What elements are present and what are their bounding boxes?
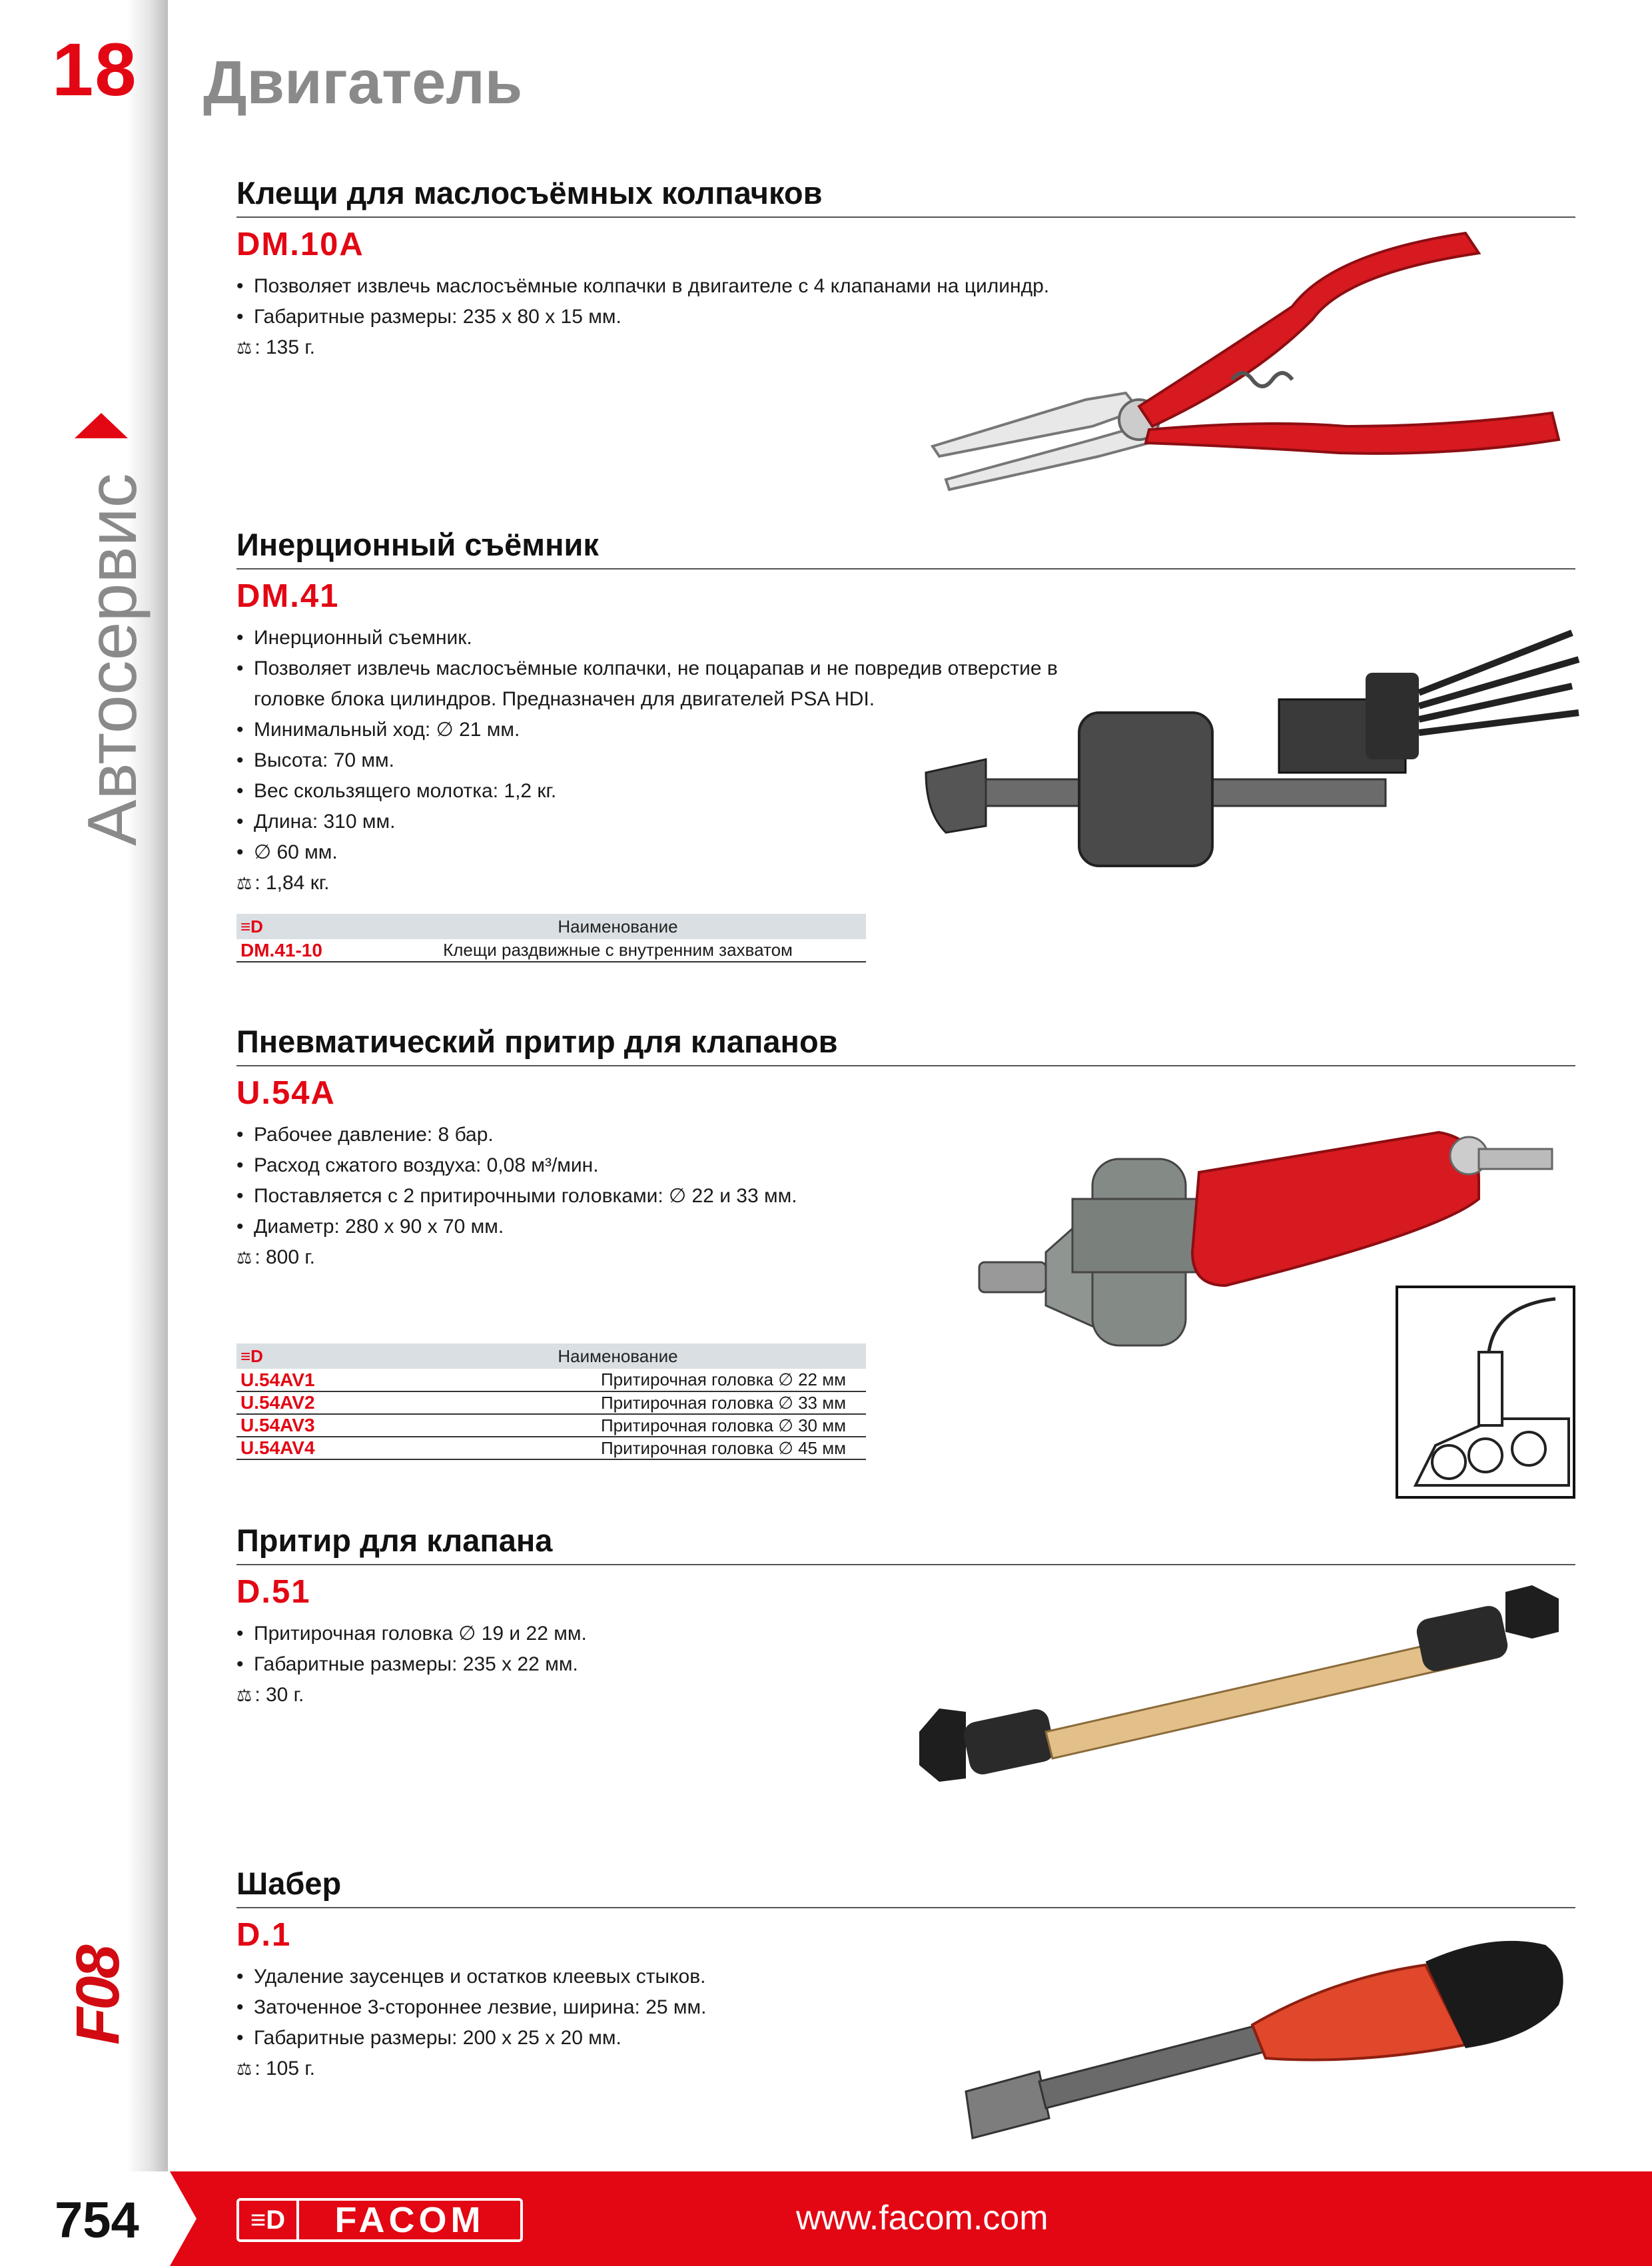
weight-value: : 800 г. bbox=[254, 1246, 315, 1268]
chevron-right-icon bbox=[170, 2171, 197, 2266]
table-cell-code: U.54AV2 bbox=[236, 1391, 370, 1414]
scale-icon: ⚖ bbox=[236, 338, 251, 358]
feature-item: • Высота: 70 мм. bbox=[236, 745, 1076, 776]
table-header: Наименование bbox=[370, 1343, 866, 1369]
feature-item: • Габаритные размеры: 235 x 80 x 15 мм. bbox=[236, 302, 1575, 332]
section-title: Притир для клапана bbox=[236, 1522, 1575, 1565]
pliers-image bbox=[919, 226, 1572, 506]
table-row bbox=[236, 939, 866, 962]
section-title: Клещи для маслосъёмных колпачков bbox=[236, 175, 1575, 218]
feature-item: • Заточенное 3-стороннее лезвие, ширина: 25 мм. bbox=[236, 1992, 1575, 2023]
product-code: DM.41 bbox=[236, 578, 340, 614]
brand-name: FACOM bbox=[334, 2200, 485, 2240]
table-cell-code: DM.41-10 bbox=[236, 939, 370, 962]
scraper-image bbox=[959, 1925, 1579, 2151]
side-category-label: Автосервис bbox=[74, 473, 151, 846]
table-header: Наименование bbox=[370, 914, 866, 939]
table-cell-desc: Притирочная головка ∅ 45 мм bbox=[370, 1437, 866, 1459]
table-row bbox=[236, 1437, 866, 1459]
section-title: Шабер bbox=[236, 1865, 1575, 1908]
reference-table-dm41 bbox=[236, 914, 866, 962]
chapter-title: Двигатель bbox=[203, 49, 523, 117]
side-margin-strip bbox=[0, 0, 168, 2171]
feature-item: • ∅ 60 мм. bbox=[236, 837, 1076, 868]
table-row bbox=[236, 1369, 866, 1391]
website-link[interactable]: www.facom.com bbox=[796, 2199, 1048, 2237]
catalog-mark: F08 bbox=[64, 1947, 132, 2045]
product-code: DM.10A bbox=[236, 226, 364, 262]
reference-table-u54a bbox=[236, 1343, 866, 1460]
slide-hammer-image bbox=[919, 613, 1585, 879]
weight-value: : 135 г. bbox=[254, 336, 315, 358]
feature-item: • Диаметр: 280 x 90 x 70 мм. bbox=[236, 1212, 1575, 1242]
product-code: U.54A bbox=[236, 1075, 336, 1111]
chapter-number: 18 bbox=[52, 28, 138, 111]
feature-item: • Притирочная головка ∅ 19 и 22 мм. bbox=[236, 1619, 1575, 1649]
usage-diagram-image bbox=[1396, 1286, 1575, 1499]
feature-item: • Рабочее давление: 8 бар. bbox=[236, 1120, 1575, 1150]
side-arrow-icon bbox=[75, 413, 128, 438]
page-number: 754 bbox=[55, 2192, 139, 2249]
table-cell-desc: Притирочная головка ∅ 33 мм bbox=[370, 1391, 866, 1414]
feature-item: • Расход сжатого воздуха: 0,08 м³/мин. bbox=[236, 1150, 1575, 1181]
hand-lapper-image bbox=[913, 1579, 1572, 1798]
table-row bbox=[236, 1391, 866, 1414]
table-cell-code: U.54AV4 bbox=[236, 1437, 370, 1459]
section-title: Пневматический притир для клапанов bbox=[236, 1023, 1575, 1066]
weight-value: : 30 г. bbox=[254, 1684, 304, 1706]
feature-item: • Инерционный съемник. bbox=[236, 623, 1076, 653]
feature-item: • Длина: 310 мм. bbox=[236, 807, 1076, 837]
brand-mark: ≡D bbox=[239, 2201, 299, 2239]
section-title: Инерционный съёмник bbox=[236, 526, 1575, 569]
feature-item: • Удаление заусенцев и остатков клеевых стыков. bbox=[236, 1962, 1575, 1992]
feature-item: • Позволяет извлечь маслосъёмные колпачки в двигаителе с 4 клапанами на цилиндр. bbox=[236, 271, 1575, 302]
feature-item: • Габаритные размеры: 200 x 25 x 20 мм. bbox=[236, 2023, 1575, 2054]
scale-icon: ⚖ bbox=[236, 1685, 251, 1705]
feature-item: • Минимальный ход: ∅ 21 мм. bbox=[236, 715, 1076, 745]
table-cell-code: U.54AV1 bbox=[236, 1369, 370, 1391]
scale-icon: ⚖ bbox=[236, 1248, 251, 1268]
feature-item: • Поставляется с 2 притирочными головками: ∅ 22 и 33 мм. bbox=[236, 1181, 1575, 1212]
table-cell-desc: Притирочная головка ∅ 30 мм bbox=[370, 1414, 866, 1437]
reference-arrow-icon: ≡D bbox=[236, 1343, 370, 1369]
table-cell-desc: Клещи раздвижные с внутренним захватом bbox=[370, 939, 866, 962]
feature-item: • Вес скользящего молотка: 1,2 кг. bbox=[236, 776, 1076, 807]
scale-icon: ⚖ bbox=[236, 2059, 251, 2079]
feature-item: • Позволяет извлечь маслосъёмные колпачки, не поцарапав и не повредив отверстие в головке блока цилиндров. Предназначен для двигателей PSA HDI. bbox=[236, 653, 1076, 715]
product-code: D.51 bbox=[236, 1574, 311, 1610]
weight-value: : 1,84 кг. bbox=[254, 872, 330, 894]
table-cell-code: U.54AV3 bbox=[236, 1414, 370, 1437]
feature-item: • Габаритные размеры: 235 x 22 мм. bbox=[236, 1649, 1575, 1680]
reference-arrow-icon: ≡D bbox=[236, 914, 370, 939]
facom-logo bbox=[236, 2198, 523, 2242]
table-cell-desc: Притирочная головка ∅ 22 мм bbox=[370, 1369, 866, 1391]
scale-icon: ⚖ bbox=[236, 873, 251, 893]
product-code: D.1 bbox=[236, 1917, 292, 1953]
table-row bbox=[236, 1414, 866, 1437]
weight-value: : 105 г. bbox=[254, 2058, 315, 2079]
